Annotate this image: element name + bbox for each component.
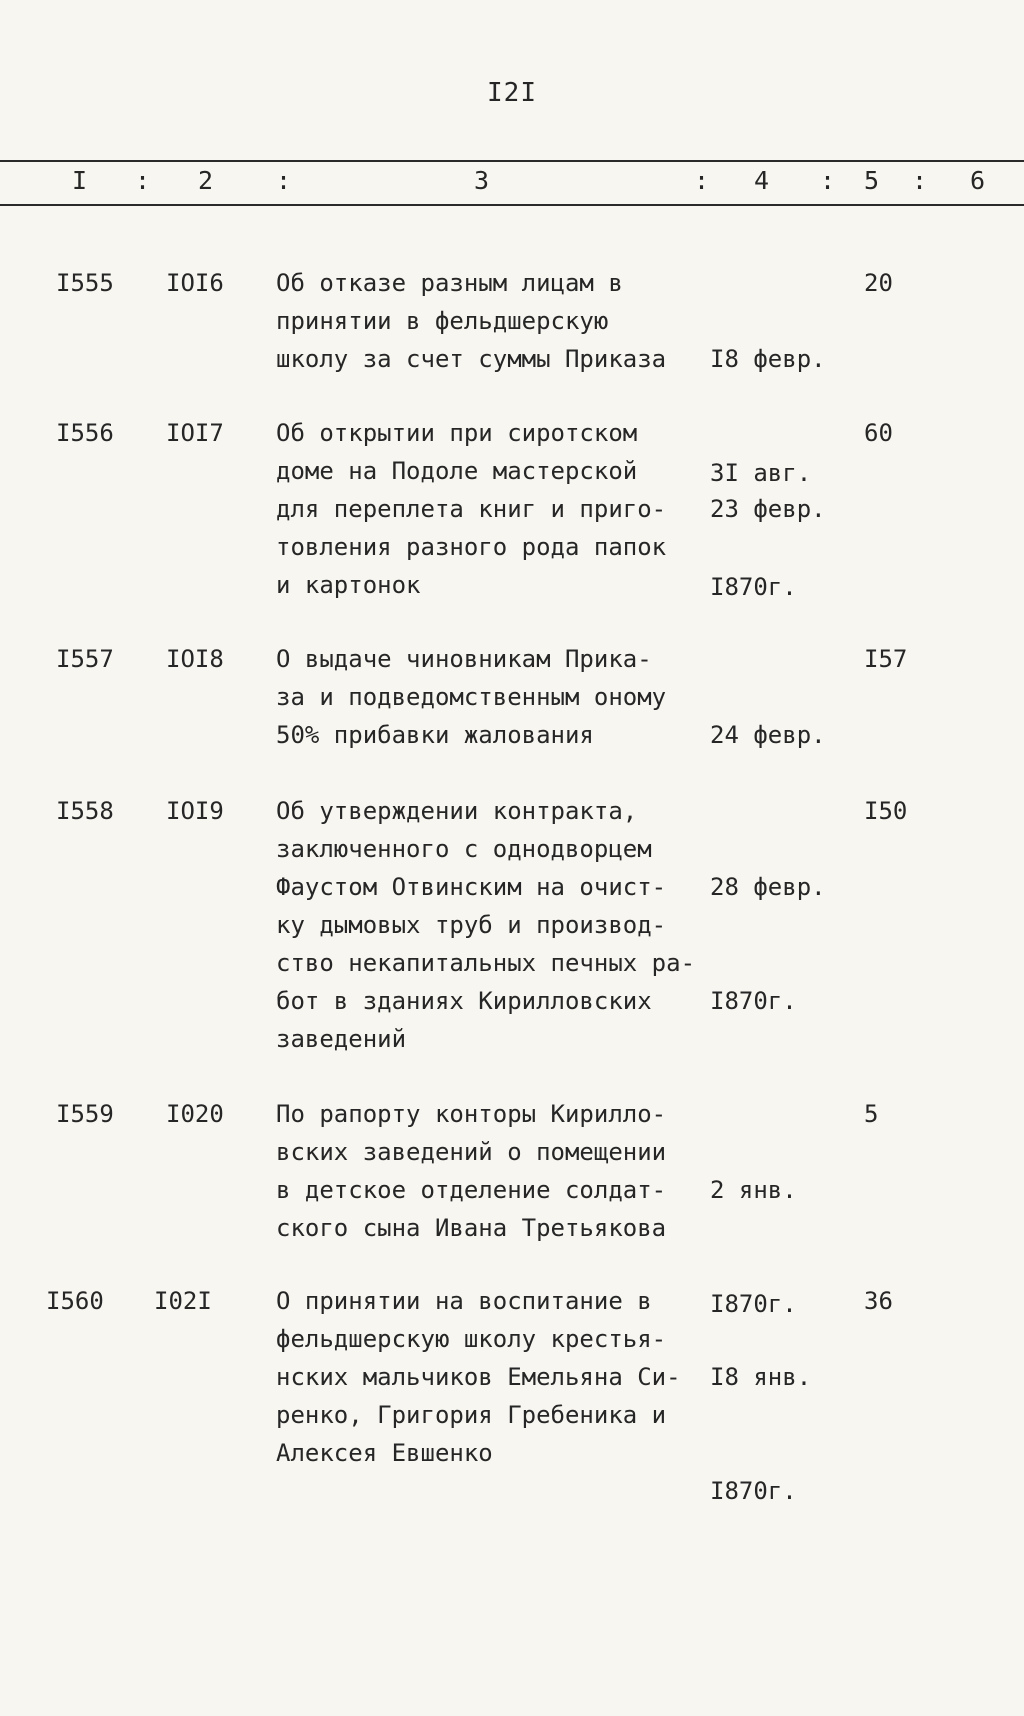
- record-title-line: Об отказе разным лицам в: [276, 269, 623, 297]
- file-code: IOI9: [166, 797, 224, 825]
- record-title-line: вских заведений о помещении: [276, 1138, 667, 1166]
- sheet-count: 60: [864, 419, 893, 447]
- record-title-line: доме на Подоле мастерской: [276, 457, 638, 485]
- record-date-line: 24 февр.: [710, 721, 826, 749]
- header-rule-bottom: [0, 204, 1024, 206]
- record-date-line: I870г.: [710, 1290, 797, 1318]
- record-date-line: I870г.: [710, 987, 797, 1015]
- record-date-line: 3I авг.: [710, 459, 812, 487]
- record-title-line: По рапорту конторы Кирилло-: [276, 1100, 667, 1128]
- record-title-line: товления разного рода папок: [276, 533, 667, 561]
- record-title-line: заведений: [276, 1025, 407, 1053]
- record-date-line: I8 февр.: [710, 345, 826, 373]
- record-title: [276, 414, 726, 604]
- record-title-line: за и подведомственным оному: [276, 683, 667, 711]
- column-separator: :: [276, 166, 292, 195]
- column-separator: :: [912, 166, 928, 195]
- record-number: I556: [56, 419, 114, 447]
- record-title-line: ку дымовых труб и производ-: [276, 911, 667, 939]
- record-title-line: для переплета книг и приго-: [276, 495, 667, 523]
- record-dates: [710, 792, 826, 1096]
- column-header-4: 4: [754, 166, 770, 195]
- record-title-line: ство некапитальных печных ра-: [276, 949, 696, 977]
- sheet-count: I50: [864, 797, 908, 825]
- record-date-line: I870г.: [710, 573, 797, 601]
- record-number: I560: [46, 1287, 104, 1315]
- record-date-line: 28 февр.: [710, 873, 826, 901]
- record-title-line: О принятии на воспитание в: [276, 1287, 652, 1315]
- record-title: [276, 792, 726, 1058]
- record-title: [276, 1282, 726, 1472]
- sheet-count: 36: [864, 1287, 893, 1315]
- header-rule-top: [0, 160, 1024, 162]
- file-code: IOI6: [166, 269, 224, 297]
- record-title-line: в детское отделение солдат-: [276, 1176, 667, 1204]
- record-title-line: ренко, Григория Гребеника и: [276, 1401, 667, 1429]
- sheet-count: 5: [864, 1100, 879, 1128]
- record-date-line: I870г.: [710, 1477, 797, 1505]
- record-title: [276, 640, 726, 754]
- file-code: IOI8: [166, 645, 224, 673]
- page-number: I2I: [487, 78, 537, 108]
- record-date-line: 2 янв.: [710, 1176, 797, 1204]
- column-separator: :: [820, 166, 836, 195]
- file-code: IOI7: [166, 419, 224, 447]
- record-dates: [710, 1282, 811, 1586]
- record-number: I557: [56, 645, 114, 673]
- record-number: I555: [56, 269, 114, 297]
- record-date-line: 23 февр.: [710, 495, 826, 523]
- column-separator: :: [135, 166, 151, 195]
- record-date-line: I8 янв.: [710, 1363, 812, 1391]
- record-title-line: Об утверждении контракта,: [276, 797, 638, 825]
- record-title: [276, 1095, 726, 1247]
- record-title: [276, 264, 726, 378]
- record-title-line: нских мальчиков Емельяна Си-: [276, 1363, 681, 1391]
- column-header-5: 5: [864, 166, 880, 195]
- record-title-line: бот в зданиях Кирилловских: [276, 987, 652, 1015]
- record-title-line: 50% прибавки жалования: [276, 721, 594, 749]
- record-number: I558: [56, 797, 114, 825]
- record-title-line: и картонок: [276, 571, 421, 599]
- column-header-6: 6: [970, 166, 986, 195]
- sheet-count: I57: [864, 645, 908, 673]
- column-header-3: 3: [474, 166, 490, 195]
- record-title-line: заключенного с однодворцем: [276, 835, 652, 863]
- record-number: I559: [56, 1100, 114, 1128]
- record-title-line: ского сына Ивана Третьякова: [276, 1214, 667, 1242]
- record-title-line: Фаустом Отвинским на очист-: [276, 873, 667, 901]
- record-title-line: Алексея Евшенко: [276, 1439, 493, 1467]
- sheet-count: 20: [864, 269, 893, 297]
- column-separator: :: [694, 166, 710, 195]
- record-title-line: О выдаче чиновникам Прика-: [276, 645, 652, 673]
- column-header-1: I: [72, 166, 88, 195]
- column-header-2: 2: [198, 166, 214, 195]
- file-code: I02I: [154, 1287, 212, 1315]
- record-title-line: Об открытии при сиротском: [276, 419, 638, 447]
- record-title-line: фельдшерскую школу крестья-: [276, 1325, 667, 1353]
- file-code: I020: [166, 1100, 224, 1128]
- record-title-line: школу за счет суммы Приказа: [276, 345, 667, 373]
- record-title-line: принятии в фельдшерскую: [276, 307, 609, 335]
- record-dates: [710, 414, 826, 604]
